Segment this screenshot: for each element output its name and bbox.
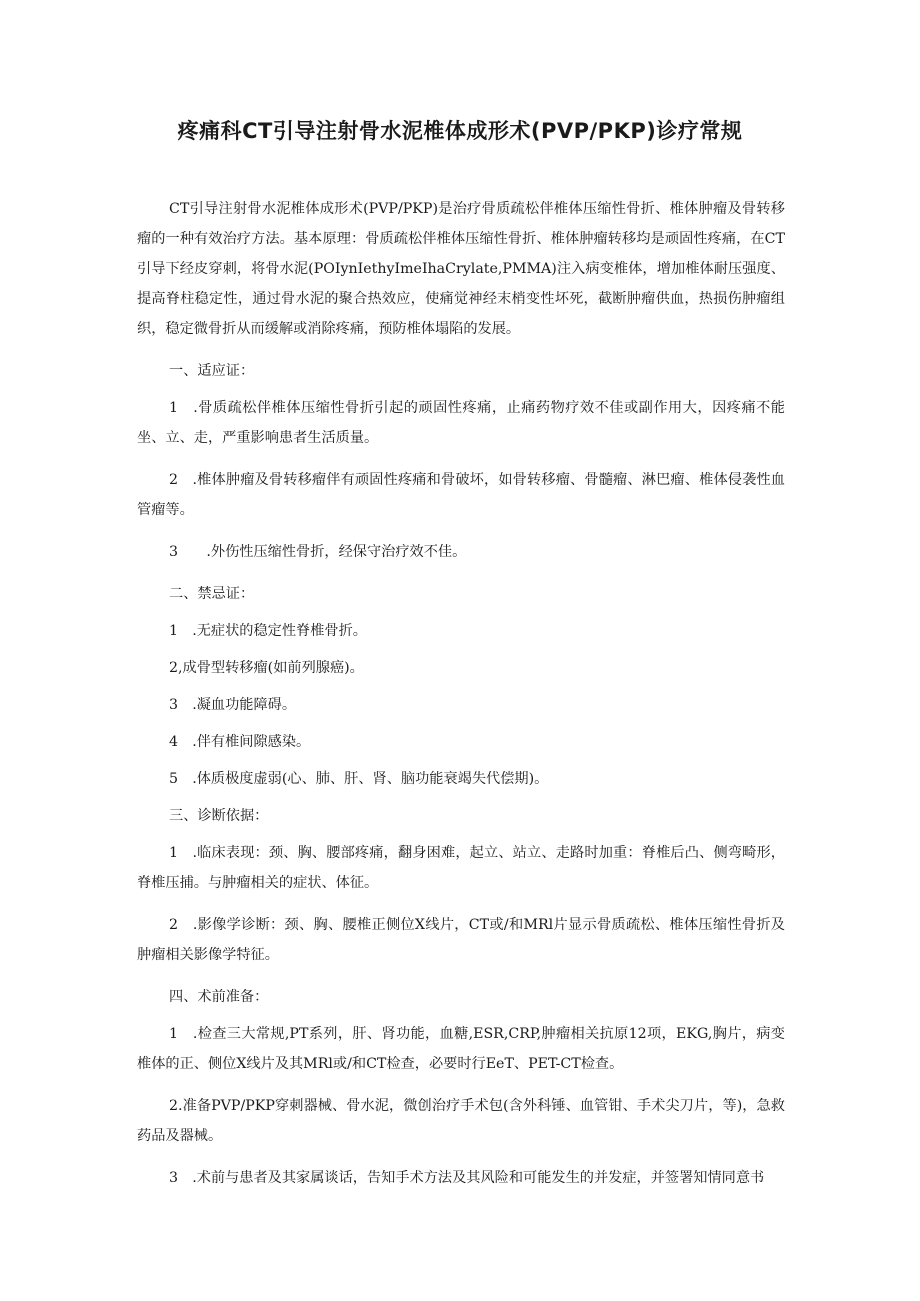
list-item: 1 .无症状的稳定性脊椎骨折。 [169,623,367,639]
list-item: 3 .外伤性压缩性骨折，经保守治疗效不佳。 [169,544,467,560]
list-item: 3 .凝血功能障碍。 [169,697,297,713]
document-title: 疼痛科CT引导注射骨水泥椎体成形术(PVP/PKP)诊疗常规 [177,119,743,143]
section-heading-preparation: 四、术前准备： [169,989,269,1005]
list-item: 2.准备PVP/PKP穿刺器械、骨水泥，微创治疗手术包(含外科锤、血管钳、手术尖刀片，等)，急救药品及器械。 [137,1098,785,1144]
section-heading-diagnosis: 三、诊断依据： [169,808,269,824]
list-item: 2 .椎体肿瘤及骨转移瘤伴有顽固性疼痛和骨破坏，如骨转移瘤、骨髓瘤、淋巴瘤、椎体侵袭性血管瘤等。 [137,472,785,518]
section-heading-indications: 一、适应证： [169,363,255,379]
list-item: 3 .术前与患者及其家属谈话，告知手术方法及其风险和可能发生的并发症，并签署知情同意书 [169,1170,765,1186]
list-item: 4 .伴有椎间隙感染。 [169,734,311,750]
document-body [137,194,785,1193]
list-item: 1 .检查三大常规,PT系列，肝、肾功能，血糖,ESR,CRP,肿瘤相关抗原12项，EKG,胸片，病变椎体的正、侧位X线片及其MRl或/和CT检查，必要时行EeT、PET-CT检查。 [137,1026,785,1072]
list-item: 2 .影像学诊断：颈、胸、腰椎正侧位X线片，CT或/和MRl片显示骨质疏松、椎体压缩性骨折及肿瘤相关影像学特征。 [137,917,785,963]
list-item: 1 .临床表现：颈、胸、腰部疼痛，翻身困难，起立、站立、走路时加重：脊椎后凸、侧弯畸形，脊椎压捕。与肿瘤相关的症状、体征。 [137,845,785,891]
intro-paragraph: CT引导注射骨水泥椎体成形术(PVP/PKP)是治疗骨质疏松伴椎体压缩性骨折、椎体肿瘤及骨转移瘤的一种有效治疗方法。基本原理：骨质疏松伴椎体压缩性骨折、椎体肿瘤转移均是顽固性疼痛，在CT引导下经皮穿刺，将骨水泥(POIynIethyImeIhaCrylate,PMMA)注入病变椎体，增加椎体耐压强度、提高脊柱稳定性，通过骨水泥的聚合热效应，使痛觉神经末梢变性坏死，截断肿瘤供血，热损伤肿瘤组织，稳定微骨折从而缓解或消除疼痛，预防椎体塌陷的发展。 [137,201,785,337]
list-item: 1 .骨质疏松伴椎体压缩性骨折引起的顽固性疼痛，止痛药物疗效不佳或副作用大，因疼痛不能坐、立、走，严重影响患者生活质量。 [137,400,785,446]
list-item: 2,成骨型转移瘤(如前列腺癌)。 [169,660,364,676]
section-heading-contraindications: 二、禁忌证： [169,586,255,602]
list-item: 5 .体质极度虚弱(心、肺、肝、肾、脑功能衰竭失代偿期)。 [169,771,549,787]
